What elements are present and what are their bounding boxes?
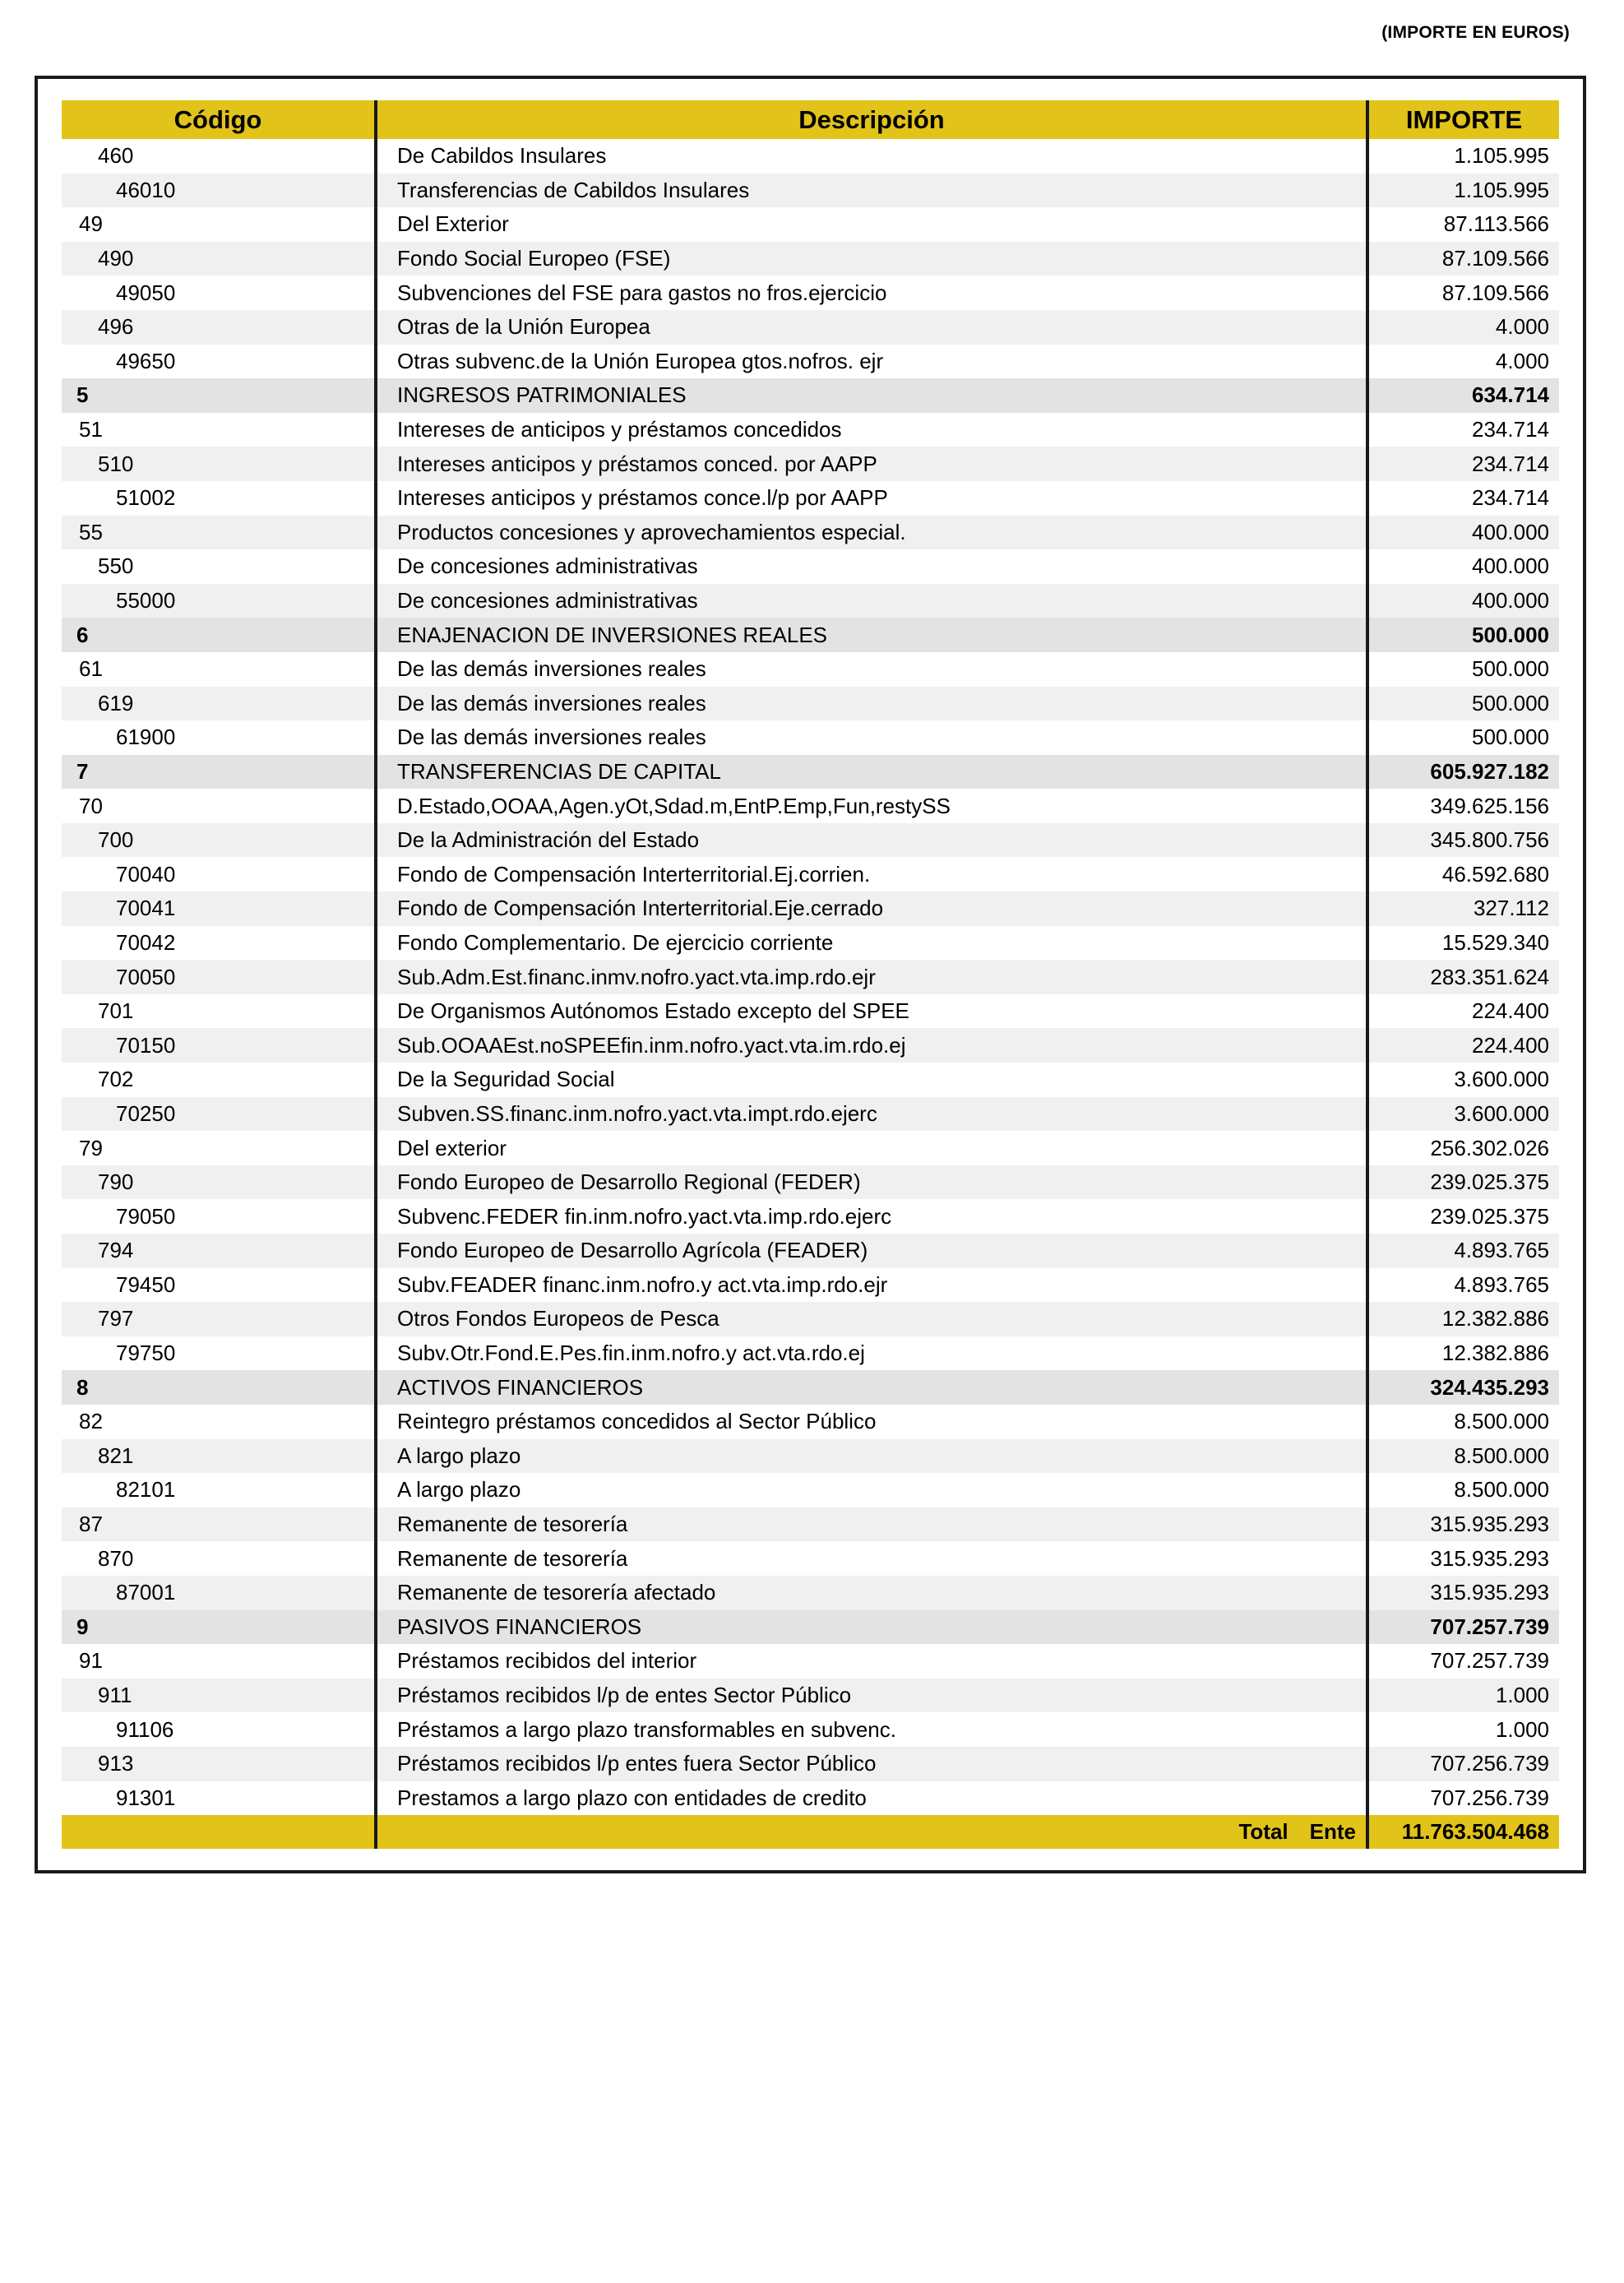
table-row [62,276,1559,310]
row-amount: 239.025.375 [1430,1203,1549,1229]
table-row [62,584,1559,618]
row-amount: 327.112 [1473,896,1549,921]
row-code: 911 [62,1679,377,1713]
row-description: Subvenciones del FSE para gastos no fros.ejercicio [377,276,1369,310]
row-description: Subv.Otr.Fond.E.Pes.fin.inm.nofro.y act.vta.rdo.ej [377,1336,1369,1371]
row-amount: 315.935.293 [1430,1512,1549,1537]
row-description: Remanente de tesorería [377,1541,1369,1576]
row-description: Productos concesiones y aprovechamientos especial. [377,516,1369,550]
row-amount: 349.625.156 [1430,793,1549,818]
row-description: Intereses de anticipos y préstamos concedidos [377,413,1369,447]
table-row [62,687,1559,721]
table-row [62,413,1559,447]
row-amount: 4.893.765 [1454,1271,1549,1297]
table-row [62,789,1559,823]
table-row [62,926,1559,961]
row-code: 51 [62,413,377,447]
row-description: De las demás inversiones reales [377,687,1369,721]
row-amount: 3.600.000 [1454,1100,1549,1126]
row-code: 490 [62,242,377,276]
table-row [62,618,1559,652]
header-amount: IMPORTE [1405,104,1523,134]
row-amount: 400.000 [1472,588,1549,614]
row-amount: 46.592.680 [1441,861,1549,887]
row-description: ACTIVOS FINANCIEROS [377,1370,1369,1405]
row-description: Remanente de tesorería afectado [377,1576,1369,1610]
row-description: INGRESOS PATRIMONIALES [377,378,1369,413]
row-code: 619 [62,687,377,721]
table-body [62,139,1559,1815]
budget-table [62,100,1559,1849]
row-code: 87001 [62,1576,377,1610]
table-row [62,1439,1559,1474]
row-description: Remanente de tesorería [377,1507,1369,1542]
row-amount: 707.257.739 [1430,1614,1549,1639]
row-amount: 500.000 [1472,725,1549,750]
total-label: Total [1238,1819,1289,1845]
row-code: 9 [62,1610,377,1645]
row-code: 61900 [62,720,377,755]
row-description: Transferencias de Cabildos Insulares [377,174,1369,208]
total-row [62,1815,1559,1849]
row-code: 70150 [62,1028,377,1063]
row-description: Préstamos recibidos del interior [377,1644,1369,1679]
row-amount: 4.000 [1495,314,1549,340]
table-row [62,207,1559,242]
table-row [62,1781,1559,1816]
row-amount: 1.105.995 [1454,143,1549,169]
row-amount: 3.600.000 [1454,1067,1549,1092]
row-description: Prestamos a largo plazo con entidades de credito [377,1781,1369,1816]
row-amount: 224.400 [1472,1032,1549,1058]
row-description: Subven.SS.financ.inm.nofro.yact.vta.impt.rdo.ejerc [377,1097,1369,1132]
row-description: A largo plazo [377,1439,1369,1474]
table-row [62,1097,1559,1132]
row-code: 913 [62,1747,377,1781]
table-row [62,1165,1559,1200]
row-description: Préstamos recibidos l/p de entes Sector Público [377,1679,1369,1713]
row-description: Del exterior [377,1131,1369,1165]
table-row [62,1268,1559,1303]
row-code: 700 [62,823,377,858]
row-description: Préstamos a largo plazo transformables en subvenc. [377,1712,1369,1747]
table-row [62,1405,1559,1439]
row-amount: 400.000 [1472,519,1549,544]
row-description: Otras de la Unión Europea [377,310,1369,345]
row-amount: 707.256.739 [1430,1751,1549,1776]
row-amount: 8.500.000 [1454,1443,1549,1468]
row-code: 460 [62,139,377,174]
table-header [62,100,1559,139]
table-row [62,242,1559,276]
row-code: 8 [62,1370,377,1405]
header-description: Descripción [377,100,1369,139]
table-row [62,1541,1559,1576]
table-row [62,1644,1559,1679]
row-code: 79050 [62,1199,377,1234]
table-row [62,1370,1559,1405]
row-code: 91 [62,1644,377,1679]
row-description: De concesiones administrativas [377,549,1369,584]
row-code: 797 [62,1302,377,1336]
row-description: Otras subvenc.de la Unión Europea gtos.nofros. ejr [377,345,1369,379]
row-code: 550 [62,549,377,584]
total-entity-label: Ente [1309,1819,1356,1845]
row-code: 49 [62,207,377,242]
row-description: De Cabildos Insulares [377,139,1369,174]
total-code-cell [62,1815,377,1849]
row-amount: 256.302.026 [1430,1135,1549,1160]
row-code: 870 [62,1541,377,1576]
table-row [62,1028,1559,1063]
table-row [62,378,1559,413]
row-code: 496 [62,310,377,345]
row-description: PASIVOS FINANCIEROS [377,1610,1369,1645]
row-description: ENAJENACION DE INVERSIONES REALES [377,618,1369,652]
row-description: A largo plazo [377,1473,1369,1507]
row-code: 49050 [62,276,377,310]
row-code: 51002 [62,481,377,516]
table-row [62,960,1559,994]
row-amount: 400.000 [1472,553,1549,579]
row-amount: 500.000 [1472,622,1549,647]
row-description: D.Estado,OOAA,Agen.yOt,Sdad.m,EntP.Emp,Fun,restySS [377,789,1369,823]
row-description: De la Administración del Estado [377,823,1369,858]
row-amount: 707.256.739 [1430,1785,1549,1810]
table-row [62,857,1559,891]
row-code: 91106 [62,1712,377,1747]
row-description: TRANSFERENCIAS DE CAPITAL [377,755,1369,790]
table-row [62,345,1559,379]
row-description: Intereses anticipos y préstamos conce.l/p por AAPP [377,481,1369,516]
table-row [62,310,1559,345]
row-amount: 605.927.182 [1430,758,1549,784]
row-description: Fondo Europeo de Desarrollo Agrícola (FEADER) [377,1234,1369,1268]
row-description: De las demás inversiones reales [377,652,1369,687]
row-amount: 1.000 [1495,1683,1549,1708]
row-description: De la Seguridad Social [377,1063,1369,1097]
row-amount: 500.000 [1472,690,1549,715]
row-description: De Organismos Autónomos Estado excepto del SPEE [377,994,1369,1029]
table-row [62,1199,1559,1234]
row-code: 79750 [62,1336,377,1371]
row-amount: 315.935.293 [1430,1580,1549,1605]
table-row [62,1712,1559,1747]
row-description: Préstamos recibidos l/p entes fuera Sector Público [377,1747,1369,1781]
row-amount: 4.000 [1495,348,1549,373]
row-amount: 234.714 [1472,451,1549,476]
table-row [62,1302,1559,1336]
row-code: 87 [62,1507,377,1542]
row-code: 7 [62,755,377,790]
row-code: 6 [62,618,377,652]
row-description: Fondo Europeo de Desarrollo Regional (FEDER) [377,1165,1369,1200]
table-row [62,1234,1559,1268]
row-amount: 1.105.995 [1454,177,1549,202]
row-code: 91301 [62,1781,377,1816]
table-row [62,1576,1559,1610]
row-description: Otros Fondos Europeos de Pesca [377,1302,1369,1336]
row-amount: 1.000 [1495,1716,1549,1742]
row-amount: 8.500.000 [1454,1409,1549,1434]
row-amount: 87.113.566 [1443,211,1549,237]
table-row [62,139,1559,174]
row-code: 55000 [62,584,377,618]
table-row [62,1507,1559,1542]
table-row [62,755,1559,790]
row-code: 79 [62,1131,377,1165]
row-code: 55 [62,516,377,550]
row-code: 701 [62,994,377,1029]
table-row [62,1679,1559,1713]
row-amount: 345.800.756 [1430,827,1549,853]
table-row [62,891,1559,926]
header-code: Código [62,100,377,139]
row-code: 5 [62,378,377,413]
row-amount: 234.714 [1472,417,1549,442]
row-code: 70040 [62,857,377,891]
table-row [62,1473,1559,1507]
row-amount: 87.109.566 [1441,280,1549,305]
row-code: 49650 [62,345,377,379]
row-amount: 500.000 [1472,656,1549,682]
row-code: 70050 [62,960,377,994]
row-description: Sub.OOAAEst.noSPEEfin.inm.nofro.yact.vta.im.rdo.ej [377,1028,1369,1063]
table-row [62,174,1559,208]
total-label-cell [377,1815,1369,1849]
row-code: 46010 [62,174,377,208]
table-row [62,994,1559,1029]
table-row [62,516,1559,550]
row-code: 70 [62,789,377,823]
row-code: 821 [62,1439,377,1474]
table-row [62,823,1559,858]
row-amount: 4.893.765 [1454,1238,1549,1263]
row-amount: 239.025.375 [1430,1169,1549,1195]
row-amount: 315.935.293 [1430,1545,1549,1571]
units-note: (IMPORTE EN EUROS) [1381,23,1570,42]
row-code: 70041 [62,891,377,926]
row-code: 70042 [62,926,377,961]
row-description: De las demás inversiones reales [377,720,1369,755]
table-row [62,481,1559,516]
row-description: Fondo de Compensación Interterritorial.Ej.corrien. [377,857,1369,891]
table-row [62,549,1559,584]
total-amount: 11.763.504.468 [1401,1819,1549,1845]
row-amount: 12.382.886 [1441,1306,1549,1331]
row-amount: 283.351.624 [1430,964,1549,989]
table-row [62,1336,1559,1371]
row-description: Fondo de Compensación Interterritorial.Eje.cerrado [377,891,1369,926]
row-code: 79450 [62,1268,377,1303]
row-amount: 15.529.340 [1441,929,1549,955]
row-code: 61 [62,652,377,687]
row-amount: 8.500.000 [1454,1477,1549,1503]
row-code: 794 [62,1234,377,1268]
row-amount: 224.400 [1472,998,1549,1024]
table-row [62,1063,1559,1097]
table-row [62,1131,1559,1165]
row-code: 82101 [62,1473,377,1507]
row-code: 790 [62,1165,377,1200]
row-description: Del Exterior [377,207,1369,242]
row-description: Subv.FEADER financ.inm.nofro.y act.vta.imp.rdo.ejr [377,1268,1369,1303]
row-description: Intereses anticipos y préstamos conced. por AAPP [377,447,1369,481]
table-row [62,720,1559,755]
row-description: Fondo Complementario. De ejercicio corriente [377,926,1369,961]
row-amount: 234.714 [1472,485,1549,511]
row-amount: 87.109.566 [1441,246,1549,271]
row-code: 510 [62,447,377,481]
row-code: 82 [62,1405,377,1439]
budget-table-frame [35,76,1586,1873]
row-code: 702 [62,1063,377,1097]
row-amount: 12.382.886 [1441,1341,1549,1366]
row-description: Subvenc.FEDER fin.inm.nofro.yact.vta.imp.rdo.ejerc [377,1199,1369,1234]
row-amount: 707.257.739 [1430,1648,1549,1674]
table-row [62,1610,1559,1645]
row-amount: 324.435.293 [1430,1374,1549,1400]
table-row [62,652,1559,687]
row-amount: 634.714 [1472,382,1549,408]
table-row [62,1747,1559,1781]
row-description: De concesiones administrativas [377,584,1369,618]
row-description: Fondo Social Europeo (FSE) [377,242,1369,276]
row-code: 70250 [62,1097,377,1132]
row-description: Sub.Adm.Est.financ.inmv.nofro.yact.vta.imp.rdo.ejr [377,960,1369,994]
table-row [62,447,1559,481]
row-description: Reintegro préstamos concedidos al Sector Público [377,1405,1369,1439]
